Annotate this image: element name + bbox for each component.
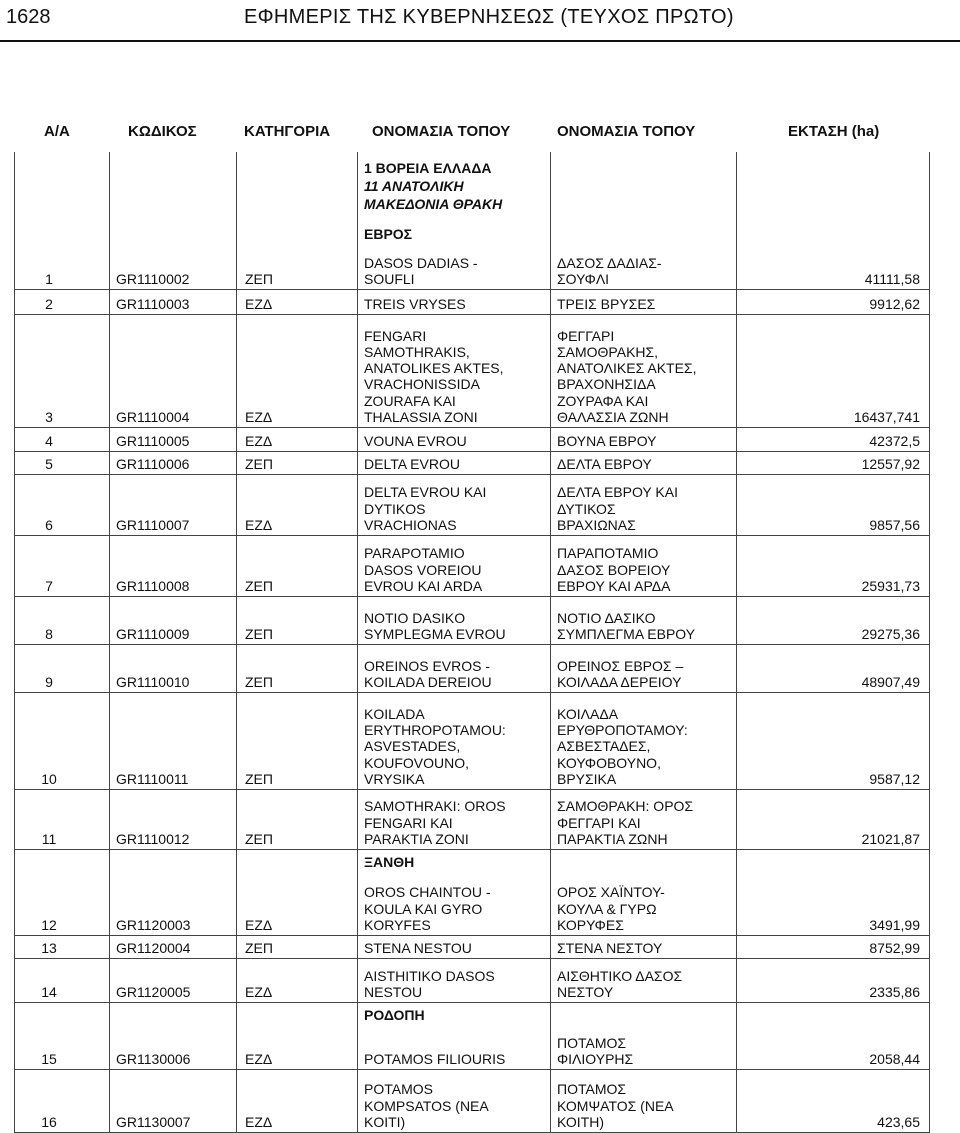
site-area: 8752,99 — [869, 939, 920, 956]
site-name-greek: ΠΟΤΑΜΟΣ ΦΙΛΙΟΥΡΗΣ — [557, 1034, 634, 1067]
site-name-latin: NOTIO DASIKO SYMPLEGMA EVROU — [364, 609, 506, 642]
column-header-category: ΚΑΤΗΓΟΡΙΑ — [244, 122, 331, 140]
site-code: GR1110011 — [116, 770, 189, 787]
site-category: ΖΕΠ — [245, 625, 273, 642]
site-name-latin: TREIS VRYSES — [364, 295, 466, 312]
site-name-latin: DELTA EVROU KAI DYTIKOS VRACHIONAS — [364, 484, 487, 533]
site-category: ΖΕΠ — [245, 270, 273, 287]
site-name-latin: DASOS DADIAS - SOUFLI — [364, 254, 478, 287]
site-name-latin: STENA NESTOU — [364, 939, 472, 956]
prefecture-heading: ΡΟΔΟΠΗ — [364, 1007, 425, 1023]
site-name-greek: ΣΤΕΝΑ ΝΕΣΤΟΥ — [557, 939, 663, 956]
row-number: 6 — [45, 516, 53, 533]
site-name-latin: OROS CHAINTOU - KOULA KAI GYRO KORYFES — [364, 884, 491, 933]
table-row — [14, 451, 930, 475]
table-row — [14, 240, 930, 290]
site-name-greek: ΔΕΛΤΑ ΕΒΡΟΥ ΚΑΙ ΔΥΤΙΚΟΣ ΒΡΑΧΙΩΝΑΣ — [557, 484, 678, 533]
site-area: 9587,12 — [869, 770, 920, 787]
site-name-latin: AISTHITIKO DASOS NESTOU — [364, 967, 495, 1000]
site-category: ΕΖΔ — [245, 432, 273, 449]
site-code: GR1120004 — [116, 939, 191, 956]
site-name-greek: ΠΑΡΑΠΟΤΑΜΙΟ ΔΑΣΟΣ ΒΟΡΕΙΟΥ ΕΒΡΟΥ ΚΑΙ ΑΡΔΑ — [557, 545, 671, 594]
table-row — [14, 1069, 930, 1133]
site-area: 9857,56 — [869, 516, 920, 533]
table-row — [14, 644, 930, 693]
site-name-latin: SAMOTHRAKI: OROS FENGARI KAI PARAKTIA ZONI — [364, 798, 506, 847]
table-row — [14, 289, 930, 315]
row-number: 13 — [41, 939, 57, 956]
site-area: 41111,58 — [864, 270, 920, 287]
site-name-greek: ΣΑΜΟΘΡΑΚΗ: ΟΡΟΣ ΦΕΓΓΑΡΙ ΚΑΙ ΠΑΡΑΚΤΙΑ ΖΩΝΗ — [557, 798, 694, 847]
column-header-area: ΕΚΤΑΣΗ (ha) — [788, 122, 880, 140]
site-code: GR1110005 — [116, 432, 190, 449]
site-name-greek: ΠΟΤΑΜΟΣ ΚΟΜΨΑΤΟΣ (ΝΕΑ ΚΟΙΤΗ) — [557, 1081, 674, 1130]
site-area: 423,65 — [877, 1113, 920, 1130]
table-row — [14, 1024, 930, 1070]
site-code: GR1110010 — [116, 673, 190, 690]
site-area: 29275,36 — [861, 625, 920, 642]
site-name-greek: ΤΡΕΙΣ ΒΡΥΣΕΣ — [557, 295, 656, 312]
table-row — [14, 314, 930, 428]
site-name-latin: POTAMOS FILIOURIS — [364, 1050, 506, 1067]
site-area: 48907,49 — [861, 673, 920, 690]
row-number: 3 — [45, 408, 53, 425]
site-name-greek: ΒΟΥΝΑ ΕΒΡΟΥ — [557, 432, 657, 449]
site-code: GR1120003 — [116, 916, 191, 933]
site-code: GR1110008 — [116, 577, 190, 594]
prefecture-heading: ΕΒΡΟΣ — [364, 226, 413, 242]
site-name-latin: FENGARI SAMOTHRAKIS, ANATOLIKES AKTES, VRACHONISSIDA ZOURAFA KAI THALASSIA ZONI — [364, 327, 504, 425]
table-row — [14, 872, 930, 936]
site-category: ΖΕΠ — [245, 939, 273, 956]
row-number: 10 — [41, 770, 57, 787]
site-category: ΕΖΔ — [245, 983, 273, 1000]
site-code: GR1110003 — [116, 295, 190, 312]
site-code: GR1110009 — [116, 625, 190, 642]
region-heading: 1 ΒΟΡΕΙΑ ΕΛΛΑΔΑ — [364, 160, 492, 176]
site-name-greek: ΔΑΣΟΣ ΔΑΔΙΑΣ- ΣΟΥΦΛΙ — [557, 254, 662, 287]
row-number: 14 — [41, 983, 57, 1000]
site-code: GR1130007 — [116, 1113, 191, 1130]
table-row — [14, 535, 930, 597]
table-row — [14, 692, 930, 790]
table-row — [14, 935, 930, 959]
site-area: 25931,73 — [861, 577, 920, 594]
table-row — [14, 427, 930, 452]
page-header — [0, 0, 960, 42]
site-area: 21021,87 — [861, 830, 920, 847]
site-name-greek: ΑΙΣΘΗΤΙΚΟ ΔΑΣΟΣ ΝΕΣΤΟΥ — [557, 967, 683, 1000]
table-row — [14, 958, 930, 1003]
region-heading: 11 ΑΝΑΤΟΛΙΚΗ — [364, 178, 464, 194]
site-code: GR1120005 — [116, 983, 191, 1000]
row-number: 2 — [45, 295, 53, 312]
row-number: 7 — [45, 577, 53, 594]
site-category: ΖΕΠ — [245, 455, 273, 472]
site-code: GR1110007 — [116, 516, 190, 533]
site-code: GR1110006 — [116, 455, 190, 472]
region-heading: ΜΑΚΕΔΟΝΙΑ ΘΡΑΚΗ — [364, 196, 503, 212]
site-area: 42372,5 — [869, 432, 920, 449]
table-row — [14, 474, 930, 536]
gazette-title: ΕΦΗΜΕΡΙΣ ΤΗΣ ΚΥΒΕΡΝΗΣΕΩΣ (ΤΕΥΧΟΣ ΠΡΩΤΟ) — [244, 6, 734, 28]
site-area: 16437,741 — [853, 408, 920, 425]
site-name-greek: ΚΟΙΛΑΔΑ ΕΡΥΘΡΟΠΟΤΑΜΟΥ: ΑΣΒΕΣΤΑΔΕΣ, ΚΟΥΦΟΒΟΥΝΟ, ΒΡΥΣΙΚΑ — [557, 705, 688, 787]
prefecture-heading: ΞΑΝΘΗ — [364, 854, 415, 870]
table-row — [14, 789, 930, 850]
site-category: ΕΖΔ — [245, 516, 273, 533]
site-code: GR1110012 — [116, 830, 190, 847]
page-number: 1628 — [6, 6, 51, 28]
site-category: ΖΕΠ — [245, 673, 273, 690]
site-category: ΖΕΠ — [245, 577, 273, 594]
site-name-greek: ΟΡΟΣ ΧΑΪΝΤΟΥ- ΚΟΥΛΑ & ΓΥΡΩ ΚΟΡΥΦΕΣ — [557, 884, 665, 933]
site-code: GR1110004 — [116, 408, 190, 425]
site-category: ΕΖΔ — [245, 1050, 273, 1067]
site-code: GR1110002 — [116, 270, 190, 287]
row-number: 11 — [41, 830, 57, 847]
row-number: 1 — [45, 270, 53, 287]
column-header-no: Α/Α — [44, 122, 70, 140]
site-name-latin: PARAPOTAMIO DASOS VOREIOU EVROU KAI ARDA — [364, 545, 483, 594]
protected-areas-table — [14, 152, 930, 1132]
site-name-latin: POTAMOS KOMPSATOS (NEA KOITI) — [364, 1081, 489, 1130]
site-area: 2058,44 — [869, 1050, 920, 1067]
row-number: 15 — [41, 1050, 57, 1067]
row-number: 4 — [45, 432, 53, 449]
site-area: 3491,99 — [869, 916, 920, 933]
site-category: ΖΕΠ — [245, 830, 273, 847]
site-name-latin: DELTA EVROU — [364, 455, 460, 472]
column-header-name-latin: ΟΝΟΜΑΣΙΑ ΤΟΠΟΥ — [372, 122, 511, 140]
site-name-greek: ΟΡΕΙΝΟΣ ΕΒΡΟΣ – ΚΟΙΛΑΔΑ ΔΕΡΕΙΟΥ — [557, 657, 684, 690]
site-area: 12557,92 — [861, 455, 920, 472]
column-header-code: ΚΩΔΙΚΟΣ — [128, 122, 197, 140]
site-name-greek: ΔΕΛΤΑ ΕΒΡΟΥ — [557, 455, 652, 472]
row-number: 12 — [41, 916, 57, 933]
site-category: ΕΖΔ — [245, 1113, 273, 1130]
site-category: ΕΖΔ — [245, 295, 273, 312]
row-number: 5 — [45, 455, 53, 472]
site-category: ΕΖΔ — [245, 408, 273, 425]
site-category: ΖΕΠ — [245, 770, 273, 787]
site-area: 9912,62 — [869, 295, 920, 312]
site-name-greek: ΦΕΓΓΑΡΙ ΣΑΜΟΘΡΑΚΗΣ, ΑΝΑΤΟΛΙΚΕΣ ΑΚΤΕΣ, ΒΡΑΧΟΝΗΣΙΔΑ ΖΟΥΡΑΦΑ ΚΑΙ ΘΑΛΑΣΣΙΑ ΖΩΝΗ — [557, 327, 697, 425]
column-header-name-greek: ΟΝΟΜΑΣΙΑ ΤΟΠΟΥ — [557, 122, 696, 140]
site-name-latin: VOUNA EVROU — [364, 432, 467, 449]
site-name-latin: OREINOS EVROS - KOILADA DEREIOU — [364, 657, 492, 690]
table-row — [14, 596, 930, 645]
site-name-latin: KOILADA ERYTHROPOTAMOU: ASVESTADES, KOUFOVOUNO, VRYSIKA — [364, 705, 506, 787]
row-number: 8 — [45, 625, 53, 642]
site-area: 2335,86 — [869, 983, 920, 1000]
row-number: 16 — [41, 1113, 57, 1130]
site-name-greek: ΝΟΤΙΟ ΔΑΣΙΚΟ ΣΥΜΠΛΕΓΜΑ ΕΒΡΟΥ — [557, 609, 696, 642]
site-category: ΕΖΔ — [245, 916, 273, 933]
site-code: GR1130006 — [116, 1050, 191, 1067]
row-number: 9 — [45, 673, 53, 690]
